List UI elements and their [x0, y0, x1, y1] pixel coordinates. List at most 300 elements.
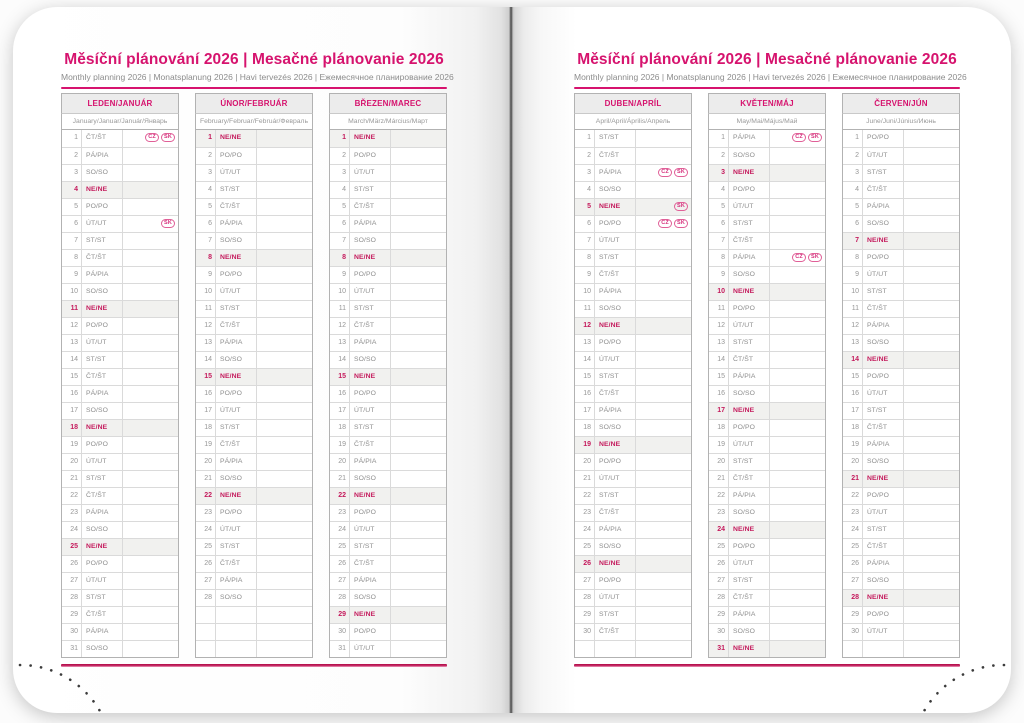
day-number: 5 [587, 203, 591, 210]
day-row [196, 385, 312, 402]
day-note-cell[interactable] [635, 624, 691, 640]
month-table [574, 93, 692, 658]
day-note-cell[interactable] [635, 148, 691, 164]
header-rule [61, 87, 447, 89]
day-number: 6 [587, 220, 591, 227]
day-abbreviation: ÚT/UT [81, 573, 122, 589]
day-number: 28 [70, 594, 78, 601]
day-abbreviation: ST/ST [728, 216, 769, 232]
day-abbreviation: ÚT/UT [862, 386, 903, 402]
day-abbreviation: ÚT/UT [215, 403, 256, 419]
day-note-cell[interactable] [769, 130, 825, 147]
day-number: 10 [851, 288, 859, 295]
day-note-cell[interactable] [256, 301, 312, 317]
day-note-cell[interactable] [635, 250, 691, 266]
day-note-cell[interactable] [769, 148, 825, 164]
day-note-cell[interactable] [903, 471, 959, 487]
day-abbreviation: NE/NE [215, 488, 256, 504]
day-note-cell[interactable] [769, 182, 825, 198]
day-row [330, 470, 446, 487]
day-note-cell[interactable] [256, 420, 312, 436]
day-note-cell[interactable] [256, 522, 312, 538]
day-note-cell[interactable] [390, 130, 446, 147]
day-note-cell[interactable] [635, 522, 691, 538]
day-number: 17 [338, 407, 346, 414]
day-note-cell[interactable] [903, 624, 959, 640]
day-abbreviation: ST/ST [728, 335, 769, 351]
day-note-cell[interactable] [769, 573, 825, 589]
day-note-cell[interactable] [635, 403, 691, 419]
day-note-cell[interactable] [769, 607, 825, 623]
day-note-cell[interactable] [903, 199, 959, 215]
day-row [575, 521, 691, 538]
day-number: 3 [587, 169, 591, 176]
day-note-cell[interactable] [769, 556, 825, 572]
day-note-cell[interactable] [903, 233, 959, 249]
day-note-cell[interactable] [635, 216, 691, 232]
day-note-cell[interactable] [122, 369, 178, 385]
day-note-cell[interactable] [256, 437, 312, 453]
day-note-cell[interactable] [122, 522, 178, 538]
day-note-cell[interactable] [256, 130, 312, 147]
day-note-cell[interactable] [390, 437, 446, 453]
day-note-cell[interactable] [390, 420, 446, 436]
day-abbreviation: SO/SO [728, 624, 769, 640]
day-note-cell[interactable] [390, 233, 446, 249]
day-note-cell[interactable] [256, 471, 312, 487]
day-note-cell[interactable] [635, 284, 691, 300]
day-note-cell[interactable] [903, 505, 959, 521]
day-note-cell[interactable] [256, 199, 312, 215]
day-number: 11 [583, 305, 591, 312]
day-note-cell[interactable] [256, 369, 312, 385]
day-note-cell[interactable] [122, 301, 178, 317]
day-row [330, 198, 446, 215]
day-abbreviation [862, 641, 903, 657]
day-note-cell[interactable] [122, 284, 178, 300]
day-row [330, 334, 446, 351]
day-note-cell[interactable] [903, 148, 959, 164]
day-note-cell[interactable] [122, 607, 178, 623]
day-note-cell[interactable] [635, 590, 691, 606]
day-note-cell[interactable] [635, 573, 691, 589]
day-note-cell[interactable] [256, 386, 312, 402]
day-note-cell[interactable] [903, 386, 959, 402]
day-number: 7 [208, 237, 212, 244]
day-row [843, 419, 959, 436]
day-row [330, 640, 446, 657]
holiday-badge-sk: SK [674, 202, 688, 211]
day-note-cell[interactable] [635, 471, 691, 487]
day-row [330, 283, 446, 300]
day-abbreviation: ST/ST [862, 284, 903, 300]
day-note-cell[interactable] [256, 182, 312, 198]
page-title: Měsíční plánování 2026 | Mesačné plánovanie 2026 [64, 51, 444, 68]
day-abbreviation: SO/SO [862, 216, 903, 232]
day-note-cell[interactable] [903, 267, 959, 283]
day-note-cell[interactable] [122, 641, 178, 657]
day-abbreviation: ÚT/UT [594, 590, 635, 606]
day-note-cell[interactable] [903, 165, 959, 181]
day-note-cell[interactable] [122, 539, 178, 555]
day-note-cell[interactable] [769, 199, 825, 215]
day-note-cell[interactable] [903, 352, 959, 368]
day-abbreviation: ST/ST [594, 607, 635, 623]
day-note-cell[interactable] [122, 624, 178, 640]
day-abbreviation: NE/NE [728, 165, 769, 181]
day-note-cell[interactable] [769, 488, 825, 504]
day-note-cell[interactable] [903, 182, 959, 198]
day-row [575, 419, 691, 436]
day-note-cell[interactable] [769, 233, 825, 249]
day-note-cell[interactable] [390, 556, 446, 572]
month-name: ČERVEN/JÚN [842, 93, 960, 114]
day-abbreviation: PÁ/PIA [81, 624, 122, 640]
day-note-cell[interactable] [256, 488, 312, 504]
day-row [575, 640, 691, 657]
day-note-cell[interactable] [122, 318, 178, 334]
header-rule [574, 87, 960, 89]
day-row [709, 334, 825, 351]
day-row [196, 215, 312, 232]
day-number: 18 [204, 424, 212, 431]
day-note-cell[interactable] [122, 199, 178, 215]
day-note-cell[interactable] [903, 250, 959, 266]
day-note-cell[interactable] [769, 624, 825, 640]
footer-rule [574, 664, 960, 667]
day-number: 31 [70, 645, 78, 652]
day-note-cell[interactable] [903, 573, 959, 589]
day-note-cell[interactable] [390, 624, 446, 640]
day-number: 5 [208, 203, 212, 210]
day-number: 11 [717, 305, 725, 312]
day-note-cell[interactable] [256, 505, 312, 521]
day-note-cell[interactable] [903, 522, 959, 538]
day-note-cell[interactable] [390, 216, 446, 232]
day-note-cell[interactable] [769, 284, 825, 300]
day-row [62, 487, 178, 504]
day-note-cell[interactable] [122, 148, 178, 164]
day-note-cell[interactable] [903, 641, 959, 657]
day-note-cell[interactable] [256, 335, 312, 351]
day-note-cell[interactable] [122, 573, 178, 589]
day-note-cell[interactable] [256, 233, 312, 249]
day-number: 7 [342, 237, 346, 244]
day-note-cell[interactable] [769, 165, 825, 181]
day-note-cell[interactable] [390, 454, 446, 470]
day-note-cell[interactable] [390, 335, 446, 351]
day-note-cell[interactable] [390, 199, 446, 215]
day-note-cell[interactable] [635, 369, 691, 385]
day-note-cell[interactable] [635, 335, 691, 351]
day-note-cell[interactable] [122, 335, 178, 351]
day-note-cell[interactable] [122, 471, 178, 487]
day-row [843, 487, 959, 504]
day-row [196, 555, 312, 572]
day-note-cell[interactable] [256, 267, 312, 283]
day-note-cell[interactable] [390, 301, 446, 317]
day-note-cell[interactable] [635, 318, 691, 334]
day-row [330, 623, 446, 640]
day-number: 3 [208, 169, 212, 176]
day-row [709, 317, 825, 334]
day-note-cell[interactable] [635, 352, 691, 368]
holiday-badge-sk: SK [808, 253, 822, 262]
day-number: 1 [721, 134, 725, 141]
day-number: 19 [583, 441, 591, 448]
day-note-cell[interactable] [635, 556, 691, 572]
day-note-cell[interactable] [769, 352, 825, 368]
day-note-cell[interactable] [903, 318, 959, 334]
day-row [843, 538, 959, 555]
day-note-cell[interactable] [635, 233, 691, 249]
day-note-cell[interactable] [769, 590, 825, 606]
day-row [62, 623, 178, 640]
day-note-cell[interactable] [903, 437, 959, 453]
day-abbreviation: NE/NE [349, 607, 390, 623]
day-note-cell[interactable] [903, 403, 959, 419]
day-note-cell[interactable] [769, 216, 825, 232]
day-note-cell[interactable] [903, 488, 959, 504]
day-row [62, 215, 178, 232]
day-note-cell[interactable] [769, 641, 825, 657]
day-note-cell[interactable] [390, 148, 446, 164]
day-note-cell[interactable] [769, 301, 825, 317]
day-note-cell[interactable] [390, 505, 446, 521]
day-note-cell[interactable] [769, 420, 825, 436]
day-note-cell[interactable] [256, 148, 312, 164]
day-note-cell[interactable] [390, 522, 446, 538]
day-abbreviation: PO/PO [862, 250, 903, 266]
day-note-cell[interactable] [122, 403, 178, 419]
day-note-cell[interactable] [122, 454, 178, 470]
day-note-cell[interactable] [769, 250, 825, 266]
day-note-cell[interactable] [390, 641, 446, 657]
day-note-cell[interactable] [256, 607, 312, 623]
day-number: 27 [70, 577, 78, 584]
day-row [196, 453, 312, 470]
day-note-cell[interactable] [122, 556, 178, 572]
day-note-cell[interactable] [390, 471, 446, 487]
day-note-cell[interactable] [256, 250, 312, 266]
day-note-cell[interactable] [769, 471, 825, 487]
day-note-cell[interactable] [122, 130, 178, 147]
day-note-cell[interactable] [635, 182, 691, 198]
day-note-cell[interactable] [256, 454, 312, 470]
day-note-cell[interactable] [256, 284, 312, 300]
day-number: 24 [338, 526, 346, 533]
day-number: 20 [204, 458, 212, 465]
day-row [196, 436, 312, 453]
day-number: 4 [721, 186, 725, 193]
day-row [575, 334, 691, 351]
day-note-cell[interactable] [903, 454, 959, 470]
day-note-cell[interactable] [769, 369, 825, 385]
day-note-cell[interactable] [769, 437, 825, 453]
day-note-cell[interactable] [903, 369, 959, 385]
day-row [575, 385, 691, 402]
day-note-cell[interactable] [769, 454, 825, 470]
day-note-cell[interactable] [390, 488, 446, 504]
day-note-cell[interactable] [390, 403, 446, 419]
day-note-cell[interactable] [635, 130, 691, 147]
day-number: 15 [204, 373, 212, 380]
day-note-cell[interactable] [256, 624, 312, 640]
day-row [843, 385, 959, 402]
day-note-cell[interactable] [903, 420, 959, 436]
day-note-cell[interactable] [390, 573, 446, 589]
day-number [843, 641, 862, 657]
day-row [62, 640, 178, 657]
day-note-cell[interactable] [635, 420, 691, 436]
day-row [330, 436, 446, 453]
day-abbreviation: NE/NE [862, 233, 903, 249]
day-note-cell[interactable] [635, 165, 691, 181]
day-row [709, 436, 825, 453]
day-note-cell[interactable] [122, 182, 178, 198]
day-note-cell[interactable] [122, 505, 178, 521]
day-note-cell[interactable] [635, 437, 691, 453]
day-note-cell[interactable] [256, 590, 312, 606]
day-row [196, 232, 312, 249]
day-note-cell[interactable] [635, 386, 691, 402]
day-abbreviation: PO/PO [594, 216, 635, 232]
day-row [330, 402, 446, 419]
day-note-cell[interactable] [903, 301, 959, 317]
day-abbreviation: PO/PO [349, 386, 390, 402]
day-number: 4 [342, 186, 346, 193]
day-abbreviation: SO/SO [594, 182, 635, 198]
day-note-cell[interactable] [390, 607, 446, 623]
day-note-cell[interactable] [390, 165, 446, 181]
day-note-cell[interactable] [122, 233, 178, 249]
day-note-cell[interactable] [122, 420, 178, 436]
day-note-cell[interactable] [256, 539, 312, 555]
month-table [329, 93, 447, 658]
day-abbreviation: NE/NE [349, 130, 390, 147]
day-note-cell[interactable] [122, 165, 178, 181]
day-note-cell[interactable] [122, 267, 178, 283]
day-note-cell[interactable] [256, 318, 312, 334]
day-note-cell[interactable] [256, 556, 312, 572]
day-note-cell[interactable] [635, 488, 691, 504]
day-note-cell[interactable] [390, 284, 446, 300]
day-row [843, 368, 959, 385]
day-note-cell[interactable] [903, 130, 959, 147]
day-number: 28 [583, 594, 591, 601]
month-day-grid [842, 129, 960, 658]
day-number: 21 [338, 475, 346, 482]
day-row [196, 572, 312, 589]
day-note-cell[interactable] [390, 590, 446, 606]
day-note-cell[interactable] [256, 165, 312, 181]
day-number: 19 [851, 441, 859, 448]
day-note-cell[interactable] [635, 641, 691, 657]
day-note-cell[interactable] [256, 403, 312, 419]
day-note-cell[interactable] [390, 318, 446, 334]
day-number: 12 [583, 322, 591, 329]
day-note-cell[interactable] [122, 250, 178, 266]
day-note-cell[interactable] [903, 607, 959, 623]
day-note-cell[interactable] [256, 216, 312, 232]
day-note-cell[interactable] [635, 301, 691, 317]
day-note-cell[interactable] [390, 352, 446, 368]
day-note-cell[interactable] [256, 352, 312, 368]
day-note-cell[interactable] [635, 505, 691, 521]
day-note-cell[interactable] [390, 182, 446, 198]
day-note-cell[interactable] [390, 369, 446, 385]
day-note-cell[interactable] [390, 539, 446, 555]
day-note-cell[interactable] [903, 284, 959, 300]
day-number: 13 [851, 339, 859, 346]
day-note-cell[interactable] [256, 641, 312, 657]
day-note-cell[interactable] [635, 454, 691, 470]
day-note-cell[interactable] [769, 386, 825, 402]
day-number: 14 [70, 356, 78, 363]
day-row [575, 504, 691, 521]
day-abbreviation: PO/PO [862, 607, 903, 623]
day-abbreviation: PÁ/PIA [215, 335, 256, 351]
day-row [62, 147, 178, 164]
day-note-cell[interactable] [903, 216, 959, 232]
day-note-cell[interactable] [635, 539, 691, 555]
day-note-cell[interactable] [390, 386, 446, 402]
day-note-cell[interactable] [122, 386, 178, 402]
day-note-cell[interactable] [769, 318, 825, 334]
day-number: 12 [717, 322, 725, 329]
day-number [196, 641, 215, 657]
day-note-cell[interactable] [769, 539, 825, 555]
day-note-cell[interactable] [635, 267, 691, 283]
day-row [709, 351, 825, 368]
day-note-cell[interactable] [122, 590, 178, 606]
day-note-cell[interactable] [903, 335, 959, 351]
day-note-cell[interactable] [122, 216, 178, 232]
day-note-cell[interactable] [390, 267, 446, 283]
day-note-cell[interactable] [390, 250, 446, 266]
month-name: DUBEN/APRÍL [574, 93, 692, 114]
day-abbreviation: ČT/ŠT [594, 148, 635, 164]
day-number: 16 [717, 390, 725, 397]
day-note-cell[interactable] [903, 539, 959, 555]
day-note-cell[interactable] [769, 335, 825, 351]
day-note-cell[interactable] [903, 556, 959, 572]
day-row [575, 249, 691, 266]
day-note-cell[interactable] [769, 522, 825, 538]
day-abbreviation: NE/NE [215, 130, 256, 147]
day-row [709, 453, 825, 470]
day-note-cell[interactable] [635, 199, 691, 215]
day-note-cell[interactable] [122, 488, 178, 504]
day-note-cell[interactable] [256, 573, 312, 589]
day-note-cell[interactable] [769, 267, 825, 283]
day-number: 27 [204, 577, 212, 584]
day-row [62, 266, 178, 283]
day-note-cell[interactable] [635, 607, 691, 623]
day-note-cell[interactable] [122, 352, 178, 368]
day-note-cell[interactable] [122, 437, 178, 453]
day-note-cell[interactable] [769, 505, 825, 521]
day-row [330, 164, 446, 181]
day-note-cell[interactable] [903, 590, 959, 606]
day-row [330, 521, 446, 538]
day-number: 22 [338, 492, 346, 499]
day-row [62, 453, 178, 470]
day-number: 10 [583, 288, 591, 295]
holiday-badge-cz: CZ [658, 219, 672, 228]
day-note-cell[interactable] [769, 403, 825, 419]
day-row [843, 470, 959, 487]
